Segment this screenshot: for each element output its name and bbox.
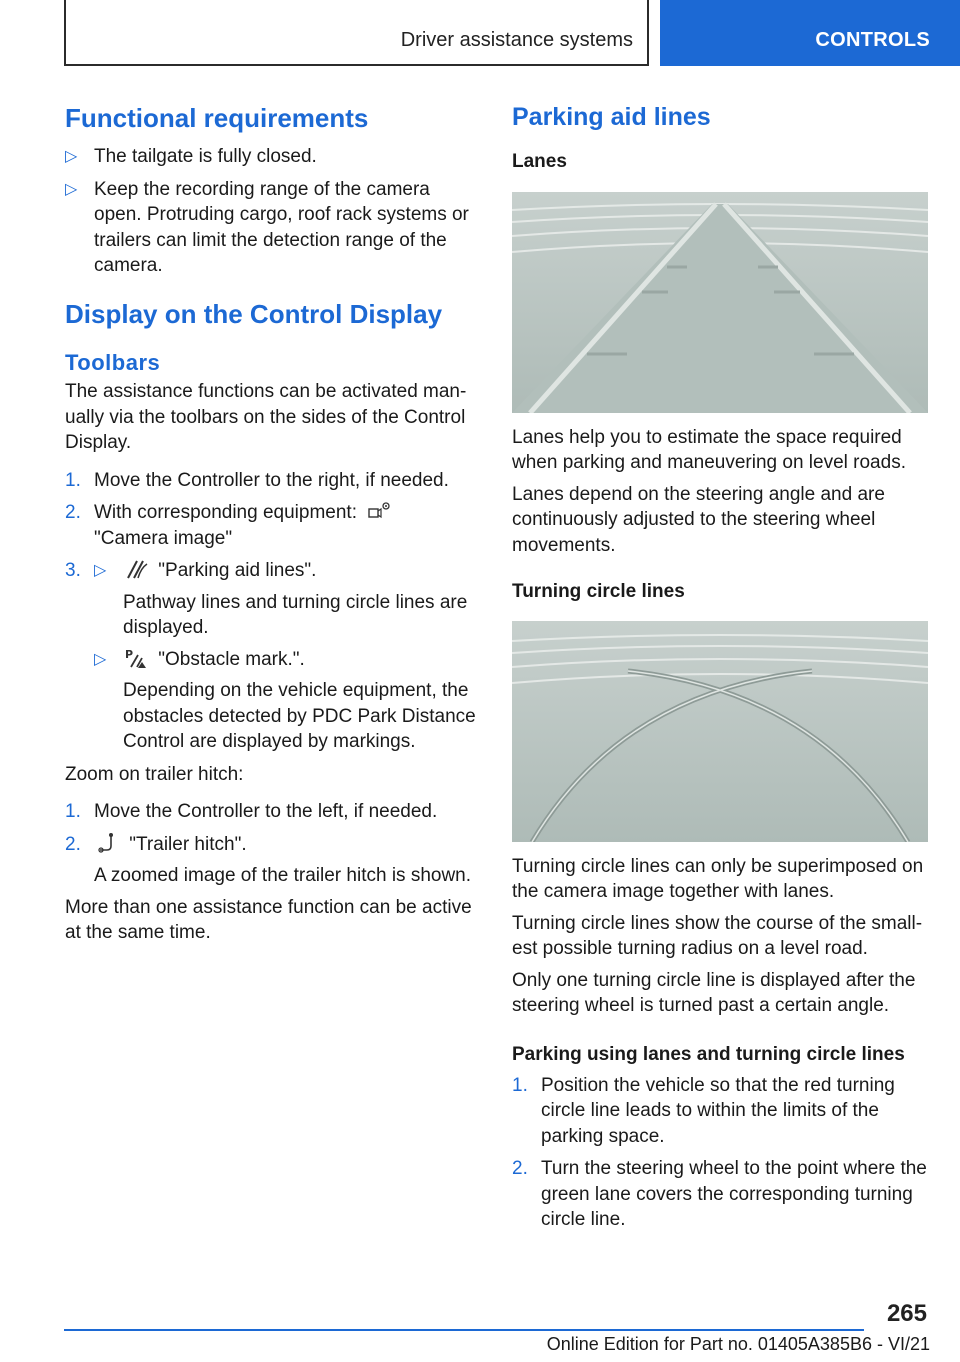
turning-circle-paragraph-1: Turning circle lines can only be superimposed on the camera image together with lanes. (512, 855, 924, 903)
parking-lines-icon (123, 558, 149, 580)
right-column (512, 100, 930, 1240)
functional-requirements-list (65, 144, 480, 279)
list-item: 2. Turn the steering wheel to the point where the green lane covers the corresponding turning circle line. (512, 1158, 927, 1231)
bullet-marker: ▷ (65, 180, 78, 198)
header-chapter-tab (660, 0, 960, 66)
obstacle-mark-icon (123, 647, 149, 669)
list-item: 3. ▷ "Parking aid lines". Pathway lines and turning circle lines are displayed. ▷ P "Obstacle mark.". Depending on the vehicle equipment, the obstacles detected by PDC Park Distance Control are displayed by markings. (65, 558, 480, 755)
turning-circle-paragraph-2: Turning circle lines show the course of the small‐est possible turning radius on a level road. (512, 912, 923, 960)
list-item: 1. Move the Controller to the left, if needed. (65, 801, 438, 823)
lanes-image (512, 192, 928, 413)
lanes-heading: Lanes (512, 151, 567, 172)
turning-circle-heading: Turning circle lines (512, 581, 685, 603)
parking-steps (512, 1073, 930, 1233)
parking-aid-lines-heading: Parking aid lines (512, 103, 711, 131)
list-item: ▷ "Parking aid lines". Pathway lines and turning circle lines are displayed. (94, 560, 468, 639)
toolbars-heading: Toolbars (65, 349, 161, 375)
header-section-title: Driver assistance systems (400, 29, 633, 51)
bullet-marker: ▷ (65, 148, 78, 166)
lanes-paragraph-1: Lanes help you to estimate the space required when parking and maneuvering on level roads. (512, 426, 906, 474)
header-chapter-title: CONTROLS (815, 29, 930, 51)
left-column (65, 100, 480, 946)
parking-lanes-heading: Parking using lanes and turning circle lines (512, 1043, 905, 1065)
display-heading: Display on the Control Display (65, 298, 443, 329)
page-number: 265 (886, 1300, 927, 1327)
list-item: ▷ P "Obstacle mark.". Depending on the vehicle equipment, the obstacles detected by PDC Park Distance Control are displayed by markings. (94, 647, 476, 753)
functional-requirements-heading: Functional requirements (65, 103, 369, 133)
header-section-tab (64, 0, 649, 66)
svg-text:P: P (125, 647, 134, 661)
footer-rule (64, 1329, 864, 1331)
list-item: 1. Position the vehicle so that the red turning circle line leads to within the limits of the parking space. (512, 1074, 895, 1147)
list-item: ▷ Keep the recording range of the camera open. Protruding cargo, roof rack systems or trailers can limit the detection range of the camera. (65, 178, 469, 277)
zoom-intro: Zoom on trailer hitch: (65, 763, 244, 785)
camera-settings-icon (366, 500, 392, 522)
lanes-paragraph-2: Lanes depend on the steering angle and are continuously adjusted to the steering wheel movements. (512, 483, 885, 556)
footer-edition: Online Edition for Part no. 01405A385B6 - VI/21 (546, 1334, 930, 1354)
turning-circle-image (512, 621, 928, 842)
toolbar-steps (65, 468, 480, 755)
list-item: 2. "Trailer hitch". A zoomed image of the trailer hitch is shown. (65, 833, 472, 887)
more-than-one-note: More than one assistance function can be active at the same time. (65, 896, 472, 944)
list-item: 2. With corresponding equipment: "Camera image" (65, 500, 480, 551)
turning-circle-paragraph-3: Only one turning circle line is displayed after the steering wheel is turned past a certain angle. (512, 969, 916, 1017)
toolbars-intro: The assistance functions can be activated man‐ually via the toolbars on the sides of the Control Display. (65, 381, 467, 454)
list-item: ▷ The tailgate is fully closed. (65, 144, 480, 170)
list-item: 1. Move the Controller to the right, if needed. (65, 469, 449, 491)
trailer-hitch-icon (94, 832, 120, 854)
zoom-steps (65, 799, 480, 889)
